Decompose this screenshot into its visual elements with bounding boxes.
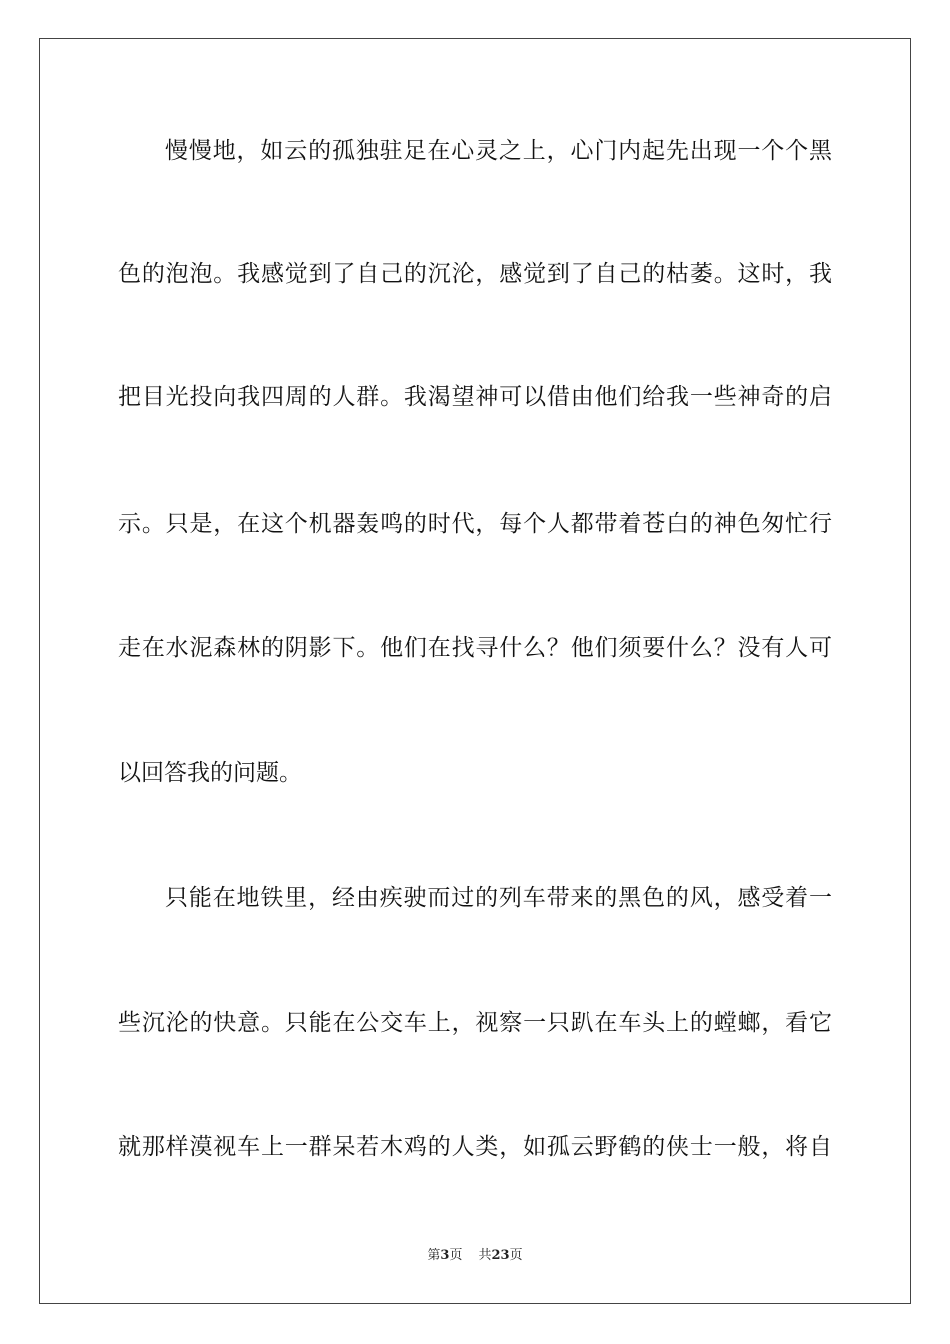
total-prefix: 共	[478, 1248, 492, 1263]
paragraph-1-line-3: 把目光投向我四周的人群。我渴望神可以借由他们给我一些神奇的启	[118, 384, 832, 410]
paragraph-2-line-2: 些沉沦的快意。只能在公交车上，视察一只趴在车头上的螳螂，看它	[118, 1010, 832, 1036]
paragraph-1-line-4: 示。只是，在这个机器轰鸣的时代，每个人都带着苍白的神色匆忙行	[118, 511, 832, 537]
total-unit: 页	[509, 1248, 523, 1263]
page-footer	[0, 1247, 950, 1265]
total-page-count: 23	[491, 1248, 510, 1263]
paragraph-1-line-6: 以回答我的问题。	[118, 760, 302, 786]
paragraph-1-line-2: 色的泡泡。我感觉到了自己的沉沦，感觉到了自己的枯萎。这时，我	[118, 261, 832, 287]
paragraph-2-line-3: 就那样漠视车上一群呆若木鸡的人类，如孤云野鹤的侠士一般，将自	[118, 1134, 832, 1160]
page-border	[39, 38, 911, 1304]
page-unit: 页	[449, 1248, 463, 1263]
paragraph-2-line-1: 只能在地铁里，经由疾驶而过的列车带来的黑色的风，感受着一	[165, 885, 832, 911]
paragraph-1-line-5: 走在水泥森林的阴影下。他们在找寻什么？他们须要什么？没有人可	[118, 635, 832, 661]
current-page-number: 3	[440, 1248, 450, 1263]
paragraph-1-line-1: 慢慢地，如云的孤独驻足在心灵之上，心门内起先出现一个个黑	[165, 138, 832, 164]
page-prefix: 第	[427, 1248, 441, 1263]
